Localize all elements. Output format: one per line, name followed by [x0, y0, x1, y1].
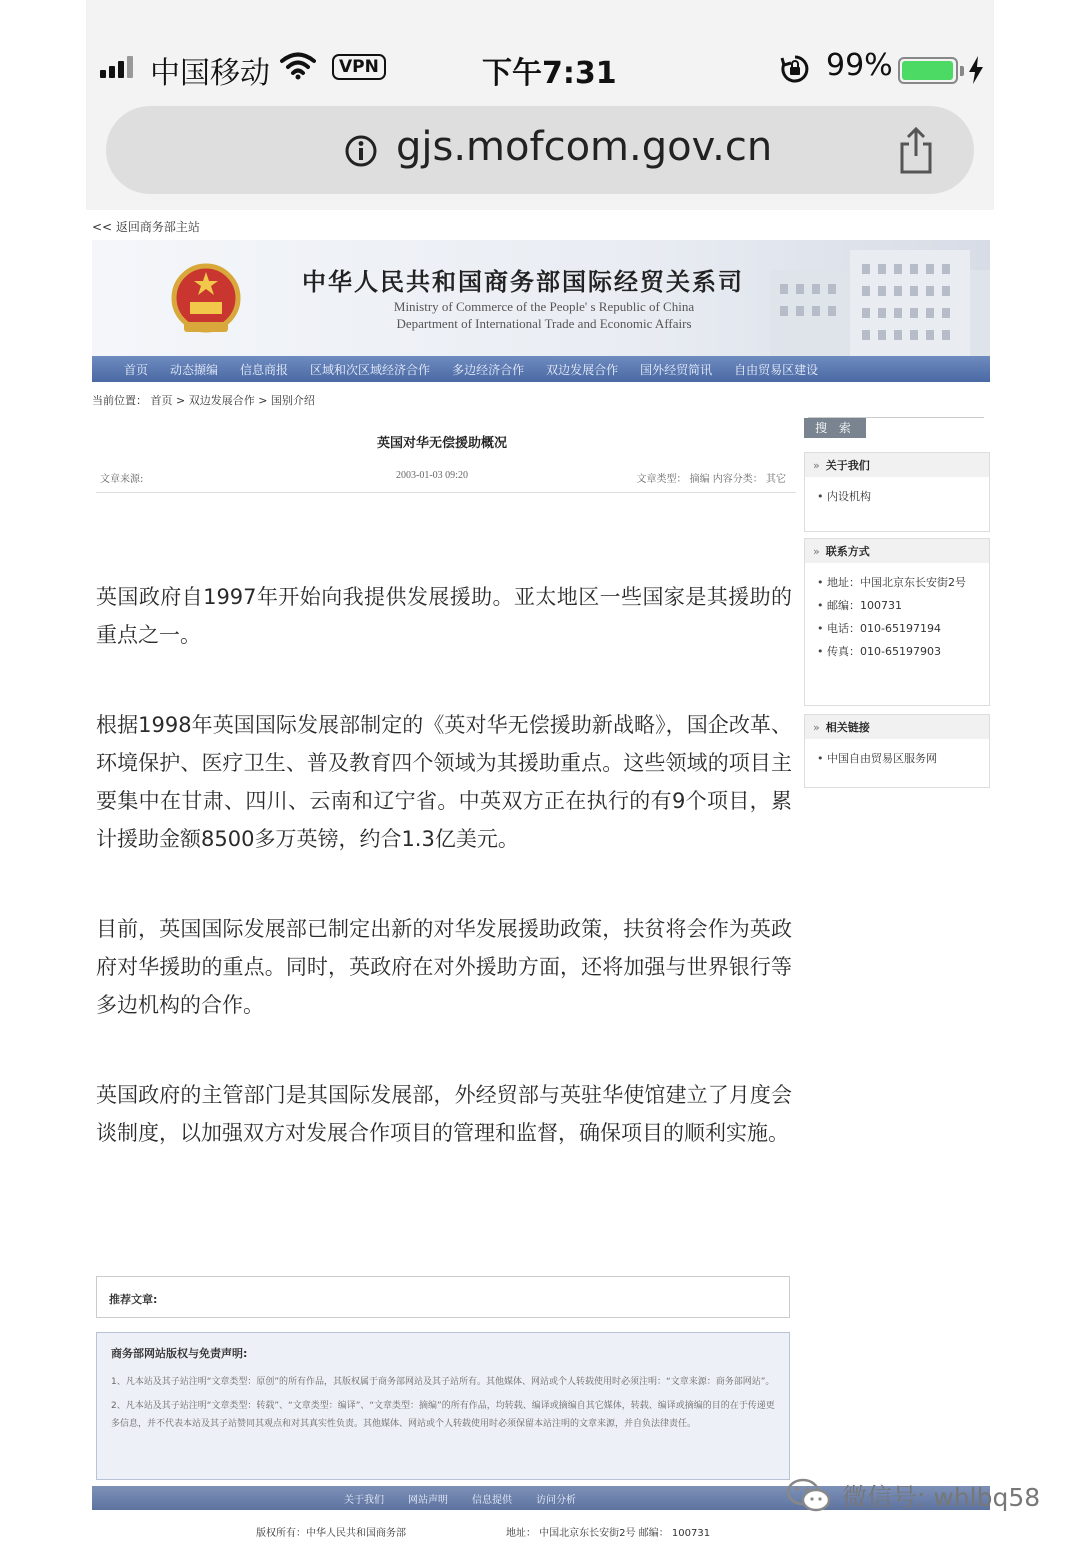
phone-chrome: [86, 0, 994, 210]
sidebar-item-ftz[interactable]: • 中国自由贸易区服务网: [817, 747, 983, 770]
site-banner: [92, 240, 990, 358]
battery-cap: [960, 66, 964, 76]
wechat-icon: [786, 1478, 832, 1514]
share-icon[interactable]: [896, 126, 936, 176]
disclaimer-box: [96, 1332, 790, 1480]
carrier-name: 中国移动: [150, 56, 270, 91]
breadcrumb: 当前位置： 首页 > 双边发展合作 > 国别介绍: [92, 394, 315, 407]
wifi-icon: [280, 52, 316, 80]
copyright-text: 版权所有：中华人民共和国商务部: [256, 1528, 406, 1539]
wechat-watermark: [786, 1474, 1040, 1518]
meta-divider: [96, 492, 796, 493]
contact-postcode: • 邮编：100731: [817, 594, 983, 617]
footer-address: 地址： 中国北京东长安街2号 邮编： 100731: [506, 1528, 711, 1539]
article-paragraph: 根据1998年英国国际发展部制定的《英对华无偿援助新战略》，国企改革、环境保护、医疗卫生、普及教育四个领域为其援助重点。这些领域的项目主要集中在甘肃、四川、云南和辽宁省。中英双方正在执行的有9个项目，累计援助金额8500多万英镑，约合1.3亿美元。: [96, 713, 792, 851]
vpn-badge: VPN: [332, 54, 386, 80]
disclaimer-item: 1、凡本站及其子站注明“文章类型：原创”的所有作品，其版权属于商务部网站及其子站所有。其他媒体、网站或个人转载使用时必须注明：“文章来源：商务部网站”。: [111, 1377, 775, 1387]
contact-box: [804, 538, 990, 706]
rotation-lock-icon: [780, 54, 810, 84]
footer-nav-item[interactable]: 访问分析: [536, 1494, 576, 1506]
nav-item[interactable]: 首页: [124, 362, 149, 377]
battery-percentage: 99%: [826, 48, 893, 83]
national-emblem-icon: [170, 262, 242, 338]
search-input[interactable]: [808, 402, 984, 418]
disclaimer-title: 商务部网站版权与免责声明:: [111, 1347, 248, 1360]
nav-item[interactable]: 国外经贸简讯: [640, 362, 713, 377]
nav-item[interactable]: 自由贸易区建设: [734, 362, 819, 377]
contact-phone: • 电话：010-65197194: [817, 617, 983, 640]
url-text[interactable]: gjs.mofcom.gov.cn: [396, 124, 773, 170]
status-bar: [86, 40, 994, 96]
contact-fax: • 传真：010-65197903: [817, 640, 983, 663]
article-paragraph: 英国政府的主管部门是其国际发展部，外经贸部与英驻华使馆建立了月度会谈制度，以加强双方对发展合作项目的管理和监督，确保项目的顺利实施。: [96, 1083, 792, 1145]
about-box: [804, 452, 990, 532]
back-to-main-link[interactable]: << 返回商务部主站: [92, 220, 200, 234]
website: [86, 210, 994, 1546]
article-source-label: 文章来源:: [100, 474, 144, 485]
building-illustration: [730, 240, 990, 358]
recommended-articles: 推荐文章:: [96, 1276, 790, 1318]
article-meta: [96, 468, 786, 488]
site-title: 中华人民共和国商务部国际经贸关系司: [302, 268, 744, 296]
contact-address: • 地址：中国北京东长安街2号: [817, 571, 983, 594]
address-bar[interactable]: [106, 106, 974, 194]
info-icon[interactable]: [344, 134, 378, 168]
site-subtitle: [354, 298, 734, 332]
links-box: [804, 714, 990, 788]
about-title: » 关于我们: [805, 453, 989, 477]
sidebar-item-org[interactable]: • 内设机构: [817, 485, 983, 508]
nav-item[interactable]: 多边经济合作: [452, 362, 525, 377]
signal-icon: [100, 56, 133, 78]
footer-nav-item[interactable]: 网站声明: [408, 1494, 448, 1506]
watermark-text: 微信号: whlbq58: [842, 1483, 1041, 1512]
article-paragraph: 英国政府自1997年开始向我提供发展援助。亚太地区一些国家是其援助的重点之一。: [96, 585, 792, 647]
article-date: 2003-01-03 09:20: [396, 470, 468, 481]
article-paragraph: 目前，英国国际发展部已制定出新的对华发展援助政策，扶贫将会作为英政府对华援助的重点。同时，英政府在对外援助方面，还将加强与世界银行等多边机构的合作。: [96, 917, 792, 1017]
nav-item[interactable]: 信息商报: [240, 362, 289, 377]
nav-item[interactable]: 双边发展合作: [546, 362, 619, 377]
footer-nav-item[interactable]: 关于我们: [344, 1494, 384, 1506]
status-time: 下午7:31: [482, 56, 617, 91]
nav-item[interactable]: 区域和次区域经济合作: [310, 362, 431, 377]
site-subtitle-line1: Ministry of Commerce of the People' s Republic of China: [393, 299, 695, 314]
site-subtitle-line2: Department of International Trade and Economic Affairs: [396, 316, 692, 331]
nav-item[interactable]: 动态撷编: [170, 362, 219, 377]
search-button[interactable]: 搜 索: [804, 418, 866, 438]
footer-nav-item[interactable]: 信息提供: [472, 1494, 512, 1506]
article-type: 文章类型： 摘编 内容分类： 其它: [636, 474, 786, 485]
links-title: » 相关链接: [805, 715, 989, 739]
charging-icon: [968, 56, 984, 84]
disclaimer-item: 2、凡本站及其子站注明“文章类型：转载”、“文章类型：编译”、“文章类型：摘编”的所有作品，均转载、编译或摘编自其它媒体，转载、编译或摘编的目的在于传递更多信息，并不代表本站及其子站赞同其观点和对其真实性负责。其他媒体、网站或个人转载使用时必须保留本站注明的文章来源，并自负法律责任。: [111, 1401, 775, 1429]
contact-title: » 联系方式: [805, 539, 989, 563]
main-nav: [92, 356, 990, 382]
article-title: 英国对华无偿援助概况: [376, 436, 507, 451]
battery-icon: [898, 57, 958, 84]
